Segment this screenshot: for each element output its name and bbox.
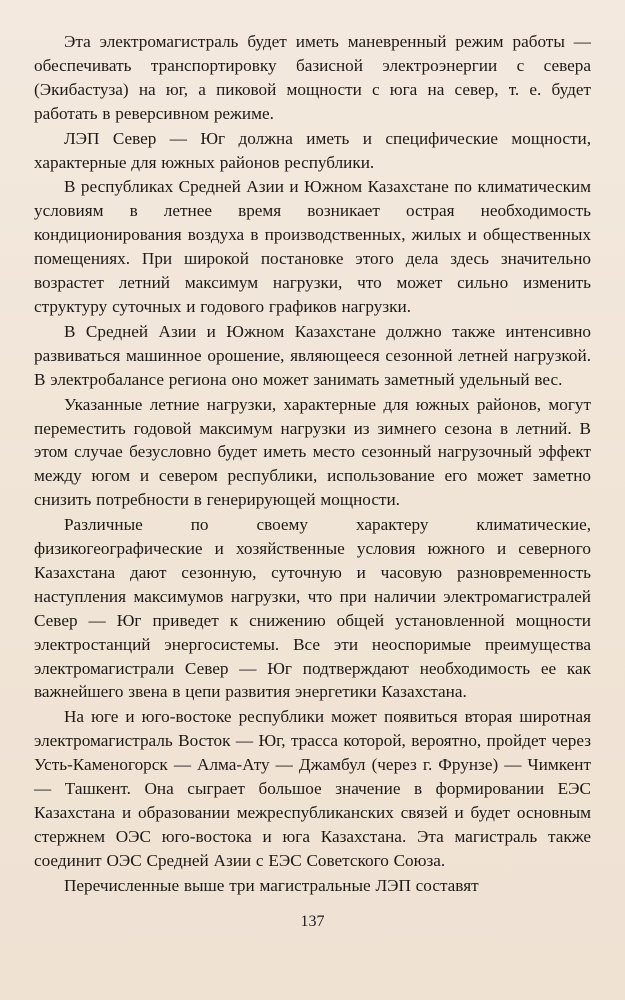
- paragraph-6: Различные по своему характеру климатические, физикогеографические и хозяйственные условия южного и северного Казахстана дают сезонную, суточную и часовую разновременность наступления максимумов нагрузки, что при наличии электромагистралей Север — Юг приведет к снижению общей установленной мощности электростанций энергосистемы. Все эти неоспоримые преимущества электромагистрали Север — Юг подтверждают необходимость ее как важнейшего звена в цепи развития энергетики Казахстана.: [34, 515, 591, 702]
- paragraph-2: ЛЭП Север — Юг должна иметь и специфические мощности, характерные для южных районов республики.: [34, 128, 591, 172]
- paragraph-1: Эта электромагистраль будет иметь маневренный режим работы — обеспечивать транспортировку базисной электроэнергии с севера (Экибастуза) на юг, а пиковой мощности с юга на север, т. е. будет работать в реверсивном режиме.: [34, 32, 591, 123]
- paragraph-5: Указанные летние нагрузки, характерные для южных районов, могут переместить годовой максимум нагрузки из зимнего сезона в летний. В этом случае безусловно будет иметь место сезонный нагрузочный эффект между югом и севером республики, использование его может заметно снизить потребности в генерирующей мощности.: [34, 394, 591, 510]
- page-text: [34, 30, 591, 898]
- paragraph-3: В республиках Средней Азии и Южном Казахстане по климатическим условиям в летнее время возникает острая необходимость кондиционирования воздуха в производственных, жилых и общественных помещениях. При широкой постановке этого дела здесь значительно возрастет летний максимум нагрузки, что может сильно изменить структуру суточных и годового графиков нагрузки.: [34, 177, 591, 316]
- paragraph-4: В Средней Азии и Южном Казахстане должно также интенсивно развиваться машинное орошение, являющееся сезонной летней нагрузкой. В электробалансе региона оно может занимать заметный удельный вес.: [34, 321, 591, 389]
- paragraph-7: На юге и юго-востоке республики может появиться вторая широтная электромагистраль Восток — Юг, трасса которой, вероятно, пройдет через Усть-Каменогорск — Алма-Ату — Джамбул (через г. Фрунзе) — Чимкент — Ташкент. Она сыграет большое значение в формировании ЕЭС Казахстана и образовании межреспубликанских связей и будет основным стержнем ОЭС юго-востока и юга Казахстана. Эта магистраль также соединит ОЭС Средней Азии с ЕЭС Советского Союза.: [34, 707, 591, 870]
- page-number: 137: [300, 913, 325, 930]
- paragraph-8: Перечисленные выше три магистральные ЛЭП составят: [64, 875, 479, 895]
